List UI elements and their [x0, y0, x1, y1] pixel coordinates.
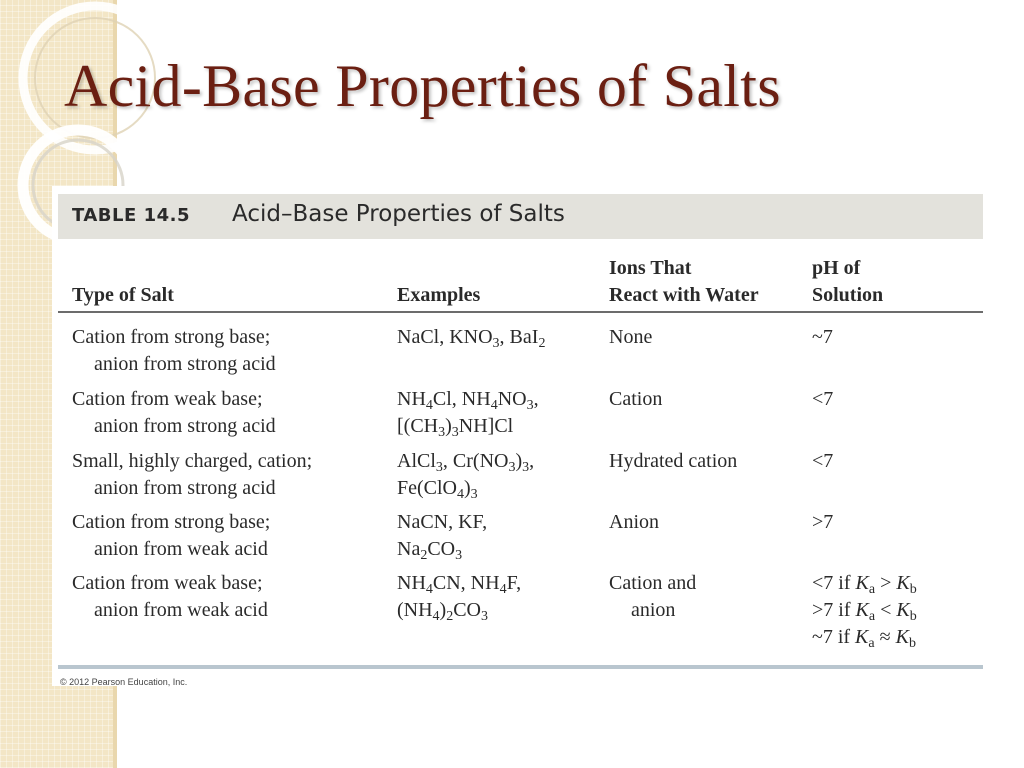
table-row-4-type	[72, 509, 270, 563]
formula-subscript: 4	[490, 398, 498, 413]
formula-text: NH]Cl	[458, 415, 514, 437]
table-bottom-rule	[58, 665, 983, 669]
formula-text: )	[515, 450, 523, 472]
type-line: anion from strong acid	[94, 415, 276, 437]
formula-text: ,	[533, 388, 539, 410]
ka-symbol: K	[855, 626, 869, 648]
table-row-4-ions: Anion	[609, 511, 659, 533]
ph-text: <7 if	[812, 572, 851, 594]
examples-line	[397, 448, 534, 475]
column-header-ions-line1: Ions That	[609, 257, 692, 279]
ph-text: ~7 if	[812, 626, 851, 648]
formula-text: , Cr(NO	[442, 450, 509, 472]
ph-condition-line	[812, 624, 917, 651]
formula-subscript: 3	[435, 460, 443, 475]
formula-text: AlCl	[397, 450, 436, 472]
examples-line	[397, 536, 487, 563]
formula-text: F,	[506, 572, 522, 594]
type-line: Cation from weak base;	[72, 388, 263, 410]
formula-text: NH	[397, 572, 426, 594]
formula-text: CO	[453, 599, 482, 621]
table-row-1-examples	[397, 324, 545, 351]
table-row-1-ions: None	[609, 326, 653, 348]
examples-line	[397, 570, 521, 597]
type-line: Cation from strong base;	[72, 326, 271, 348]
table-row-1-ph: ~7	[812, 326, 833, 348]
formula-subscript: 3	[470, 487, 478, 502]
table-row-3-examples	[397, 448, 534, 502]
ka-subscript: a	[868, 609, 876, 624]
ka-subscript: a	[868, 582, 876, 597]
slide-title: Acid-Base Properties of Salts	[64, 53, 781, 119]
formula-text: Fe(ClO	[397, 477, 457, 499]
formula-text: [(CH	[397, 415, 439, 437]
formula-subscript: 2	[538, 336, 546, 351]
formula-subscript: 4	[457, 487, 464, 502]
formula-text: NaCl, KNO	[397, 326, 493, 348]
table-row-2-examples	[397, 386, 539, 440]
kb-symbol: K	[896, 572, 910, 594]
type-line: Small, highly charged, cation;	[72, 450, 313, 472]
table-row-3-ions: Hydrated cation	[609, 450, 738, 472]
formula-subscript: 3	[481, 609, 489, 624]
formula-text: )	[445, 415, 452, 437]
column-header-ions	[609, 255, 759, 309]
type-line: anion from weak acid	[94, 599, 268, 621]
column-header-examples: Examples	[397, 284, 481, 306]
formula-subscript: 3	[492, 336, 500, 351]
column-header-ions-line2: React with Water	[609, 284, 759, 306]
column-header-ph	[812, 255, 883, 309]
formula-text: ,	[529, 450, 535, 472]
formula-subscript: 3	[451, 425, 459, 440]
formula-text: Na	[397, 538, 421, 560]
formula-text: Cl, NH	[432, 388, 491, 410]
table-row-4-ph: >7	[812, 511, 834, 533]
relation-symbol: >	[880, 572, 892, 594]
kb-symbol: K	[895, 626, 909, 648]
formula-text: CO	[427, 538, 456, 560]
ions-line: Cation and	[609, 572, 697, 594]
formula-subscript: 4	[425, 582, 433, 597]
table-row-5-ph	[812, 570, 917, 651]
table-row-2-type	[72, 386, 276, 440]
type-line: anion from strong acid	[94, 477, 276, 499]
table-row-2-ph: <7	[812, 388, 834, 410]
formula-subscript: 3	[526, 398, 534, 413]
formula-subscript: 2	[446, 609, 454, 624]
table-row-3-type	[72, 448, 312, 502]
table-row-4-examples	[397, 509, 487, 563]
copyright-notice: © 2012 Pearson Education, Inc.	[60, 677, 188, 687]
formula-text: NO	[497, 388, 527, 410]
type-line: anion from weak acid	[94, 538, 268, 560]
table-row-1-type	[72, 324, 276, 378]
kb-subscript: b	[909, 582, 917, 597]
formula-subscript: 3	[522, 460, 530, 475]
column-header-ph-line1: pH of	[812, 257, 861, 279]
type-line: Cation from weak base;	[72, 572, 263, 594]
ph-text: >7 if	[812, 599, 851, 621]
formula-subscript: 3	[455, 548, 463, 563]
relation-symbol: ≈	[879, 626, 891, 648]
formula-text: NH	[397, 388, 426, 410]
table-row-5-ions	[609, 570, 696, 624]
formula-text: )	[464, 477, 471, 499]
formula-subscript: 3	[438, 425, 446, 440]
formula-subscript: 3	[508, 460, 516, 475]
examples-line	[397, 597, 521, 624]
table-row-5-examples	[397, 570, 521, 624]
formula-text: (NH	[397, 599, 433, 621]
table-row-5-type	[72, 570, 268, 624]
formula-text: NaCN, KF,	[397, 511, 488, 533]
formula-subscript: 4	[432, 609, 440, 624]
table-caption: Acid–Base Properties of Salts	[232, 201, 565, 227]
formula-subscript: 4	[499, 582, 507, 597]
kb-subscript: b	[908, 636, 916, 651]
examples-line	[397, 475, 534, 502]
formula-text: , BaI	[499, 326, 539, 348]
ka-subscript: a	[868, 636, 875, 651]
table-label: TABLE 14.5	[72, 205, 190, 226]
header-rule	[58, 311, 983, 313]
column-header-ph-line2: Solution	[812, 284, 884, 306]
type-line: anion from strong acid	[94, 353, 276, 375]
table-row-3-ph: <7	[812, 450, 834, 472]
examples-line	[397, 413, 539, 440]
ph-condition-line	[812, 597, 917, 624]
ka-symbol: K	[855, 599, 869, 621]
ph-condition-line	[812, 570, 917, 597]
table-row-2-ions: Cation	[609, 388, 663, 410]
relation-symbol: <	[880, 599, 892, 621]
formula-text: )	[439, 599, 447, 621]
formula-subscript: 4	[425, 398, 433, 413]
kb-subscript: b	[909, 609, 917, 624]
column-header-type: Type of Salt	[72, 284, 174, 306]
examples-line	[397, 386, 539, 413]
ka-symbol: K	[855, 572, 869, 594]
type-line: Cation from strong base;	[72, 511, 271, 533]
ions-line: anion	[631, 599, 676, 621]
formula-subscript: 2	[420, 548, 428, 563]
formula-text: CN, NH	[432, 572, 500, 594]
kb-symbol: K	[896, 599, 910, 621]
